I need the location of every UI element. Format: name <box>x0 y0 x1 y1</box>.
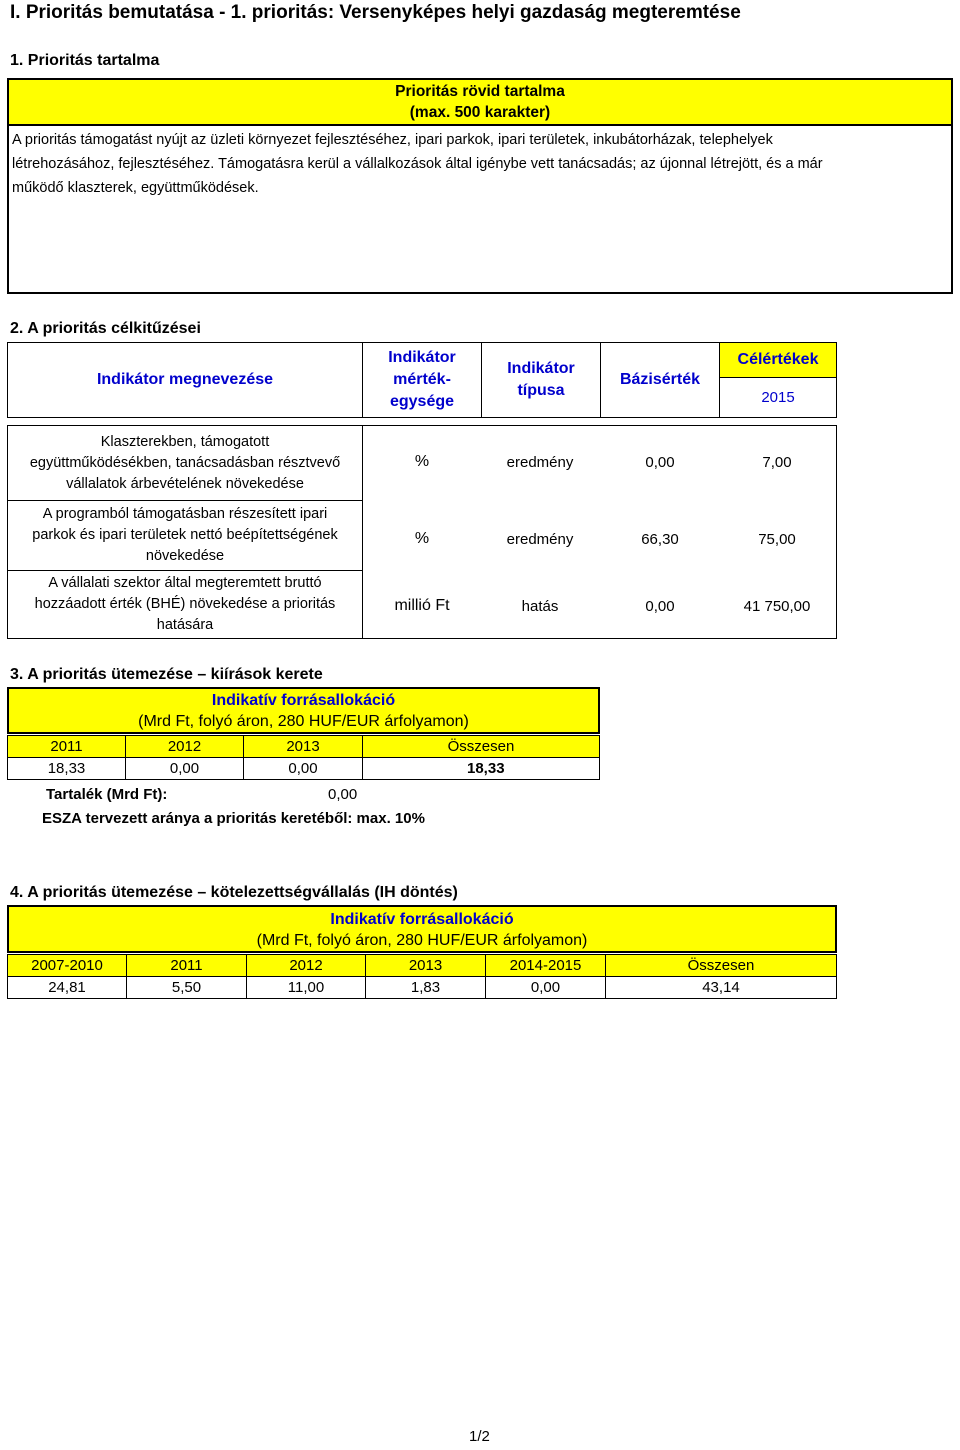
indicator-name-line: vállalatok árbevételének növekedése <box>66 475 304 492</box>
row3-type: hatás <box>521 598 559 615</box>
content-line: A prioritás támogatást nyújt az üzleti környezet fejlesztéséhez, ipari parkok, ipari területek, inkubátorházak, telephelyek <box>12 132 773 148</box>
indicator-name-line: A programból támogatásban részesített ipari <box>42 506 328 522</box>
s3-year-cell: 2012 <box>126 736 244 758</box>
s4-year-cell: 2007-2010 <box>8 955 127 977</box>
indicator-name-line: Klaszterekben, támogatott <box>100 433 270 450</box>
priority-content-text <box>9 126 951 200</box>
header-unit-line: egysége <box>389 393 455 410</box>
s4-year-cell: 2012 <box>247 955 366 977</box>
section4-alloc-table <box>7 954 837 999</box>
priority-content-title: Prioritás rövid tartalma <box>395 83 565 100</box>
page-number: 1/2 <box>469 1428 490 1445</box>
s4-year-cell: 2013 <box>366 955 486 977</box>
section4-alloc-title: Indikatív forrásallokáció <box>330 911 514 928</box>
s4-value-cell: 0,00 <box>486 977 606 999</box>
s3-value-cell: 18,33 <box>8 758 126 780</box>
s4-value-cell: 1,83 <box>366 977 486 999</box>
s4-value-cell: 24,81 <box>8 977 127 999</box>
s4-year-cell: 2011 <box>127 955 247 977</box>
section3-heading: 3. A prioritás ütemezése – kiírások kerete <box>10 666 323 683</box>
row1-target: 7,00 <box>762 454 792 471</box>
row3-target: 41 750,00 <box>743 598 811 615</box>
s4-total-header: Összesen <box>606 955 837 977</box>
priority-content-box <box>7 78 953 294</box>
s4-year-cell: 2014-2015 <box>486 955 606 977</box>
row2-type: eredmény <box>506 531 574 548</box>
s4-value-cell: 11,00 <box>247 977 366 999</box>
header-indicator-type <box>481 342 601 418</box>
section3-alloc-header <box>7 687 600 734</box>
row2-base: 66,30 <box>641 531 679 548</box>
row3-unit: millió Ft <box>394 597 450 614</box>
s3-value-cell: 0,00 <box>244 758 363 780</box>
page-title: I. Prioritás bemutatása - 1. prioritás: Versenyképes helyi gazdaság megteremtése <box>10 2 741 23</box>
s4-total-value: 43,14 <box>606 977 837 999</box>
s3-year-cell: 2011 <box>8 736 126 758</box>
indicator-name-line: hatására <box>156 617 214 633</box>
esza-note: ESZA tervezett aránya a prioritás keretéből: max. 10% <box>42 810 425 827</box>
header-indicator-unit <box>362 342 482 418</box>
section3-alloc-table <box>7 735 600 780</box>
row2-unit: % <box>414 530 430 547</box>
header-base-value: Bázisérték <box>600 342 720 418</box>
indicator-name-line: parkok és ipari területek nettó beépítettségének <box>32 527 338 543</box>
indicator-row-2-name <box>7 500 363 571</box>
indicator-row-3-name <box>7 570 363 639</box>
section1-heading: 1. Prioritás tartalma <box>10 52 160 69</box>
section4-heading: 4. A prioritás ütemezése – kötelezettségvállalás (IH döntés) <box>10 884 458 901</box>
section3-values-row <box>8 758 600 780</box>
content-line: létrehozásához, fejlesztéséhez. Támogatásra kerül a vállalkozások által igénybe vett tanácsadás; az újonnal létrejött, és a már <box>12 156 823 172</box>
s4-value-cell: 5,50 <box>127 977 247 999</box>
header-indicator-name: Indikátor megnevezése <box>7 342 363 418</box>
content-line: működő klaszterek, együttműködések. <box>12 180 259 196</box>
s3-year-cell: 2013 <box>244 736 363 758</box>
indicator-row-1-name <box>7 425 363 501</box>
row1-base: 0,00 <box>645 454 675 471</box>
priority-content-header <box>9 80 951 126</box>
row1-unit: % <box>414 453 430 470</box>
priority-content-limit: (max. 500 karakter) <box>409 104 551 121</box>
row1-type: eredmény <box>506 454 574 471</box>
section4-alloc-header <box>7 905 837 953</box>
section4-values-row <box>8 977 837 999</box>
s3-total-header: Összesen <box>363 736 600 758</box>
section2-heading: 2. A prioritás célkitűzései <box>10 320 201 337</box>
indicator-name-line: növekedése <box>145 548 225 564</box>
indicator-name-line: együttműködésékben, tanácsadásban résztvevő <box>29 454 341 471</box>
header-target-year: 2015 <box>719 377 837 418</box>
reserve-label: Tartalék (Mrd Ft): <box>46 786 168 803</box>
s3-total-value: 18,33 <box>363 758 600 780</box>
header-unit-line: Indikátor <box>388 349 456 366</box>
indicator-name-line: hozzáadott érték (BHÉ) növekedése a prioritás <box>34 596 336 612</box>
s3-value-cell: 0,00 <box>126 758 244 780</box>
section3-alloc-title: Indikatív forrásallokáció <box>211 692 396 709</box>
section3-years-row <box>8 736 600 758</box>
section4-years-row <box>8 955 837 977</box>
section4-alloc-subtitle: (Mrd Ft, folyó áron, 280 HUF/EUR árfolyamon) <box>256 932 588 949</box>
header-type-line: típusa <box>517 382 565 399</box>
section3-alloc-subtitle: (Mrd Ft, folyó áron, 280 HUF/EUR árfolyamon) <box>138 713 469 730</box>
header-type-line: Indikátor <box>507 360 575 377</box>
header-target-values: Célértékek <box>719 342 837 378</box>
indicator-name-line: A vállalati szektor által megteremtett bruttó <box>48 575 322 591</box>
header-unit-line: mérték- <box>393 371 451 388</box>
row2-target: 75,00 <box>758 531 796 548</box>
row3-base: 0,00 <box>645 598 675 615</box>
reserve-value: 0,00 <box>328 786 358 803</box>
